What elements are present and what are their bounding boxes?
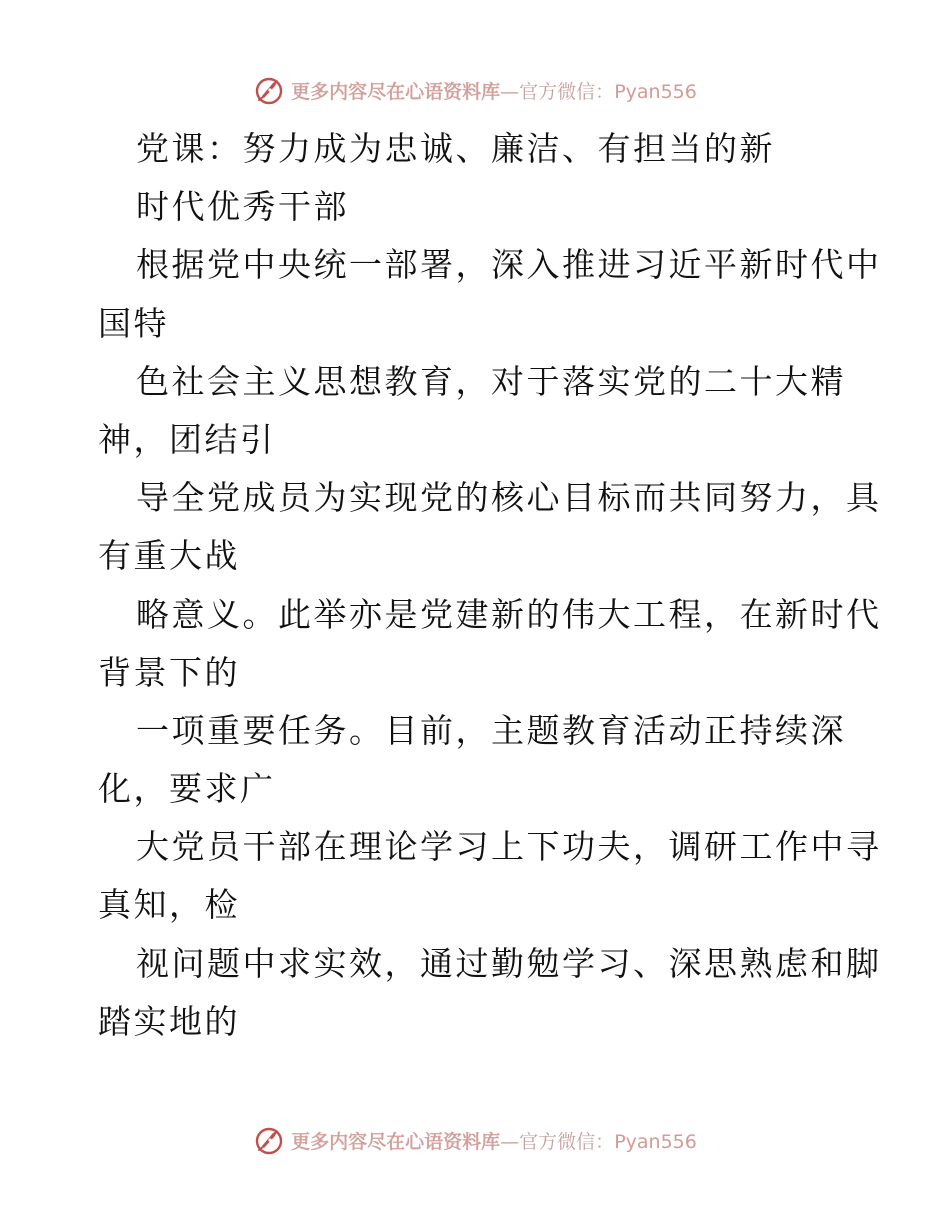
footer-wechat-id: Pyan556 bbox=[614, 1130, 697, 1153]
document-body bbox=[98, 120, 882, 1051]
paragraph-line: 根据党中央统一部署，深入推进习近平新时代中 bbox=[136, 245, 882, 285]
header-separator: — bbox=[500, 80, 520, 103]
paragraph-line: 真知，检 bbox=[98, 885, 240, 925]
footer-banner bbox=[0, 1120, 950, 1160]
footer-wechat-label: 官方微信： bbox=[519, 1130, 615, 1153]
pen-nib-logo-icon bbox=[253, 1124, 285, 1156]
header-wechat-id: Pyan556 bbox=[614, 80, 697, 103]
paragraph-line: 化，要求广 bbox=[98, 769, 276, 809]
paragraph-line: 导全党成员为实现党的核心目标而共同努力，具 bbox=[136, 478, 882, 518]
footer-site-text: 更多内容尽在心语资料库 bbox=[291, 1130, 501, 1153]
paragraph-line: 色社会主义思想教育，对于落实党的二十大精 bbox=[136, 361, 846, 401]
paragraph-line: 有重大战 bbox=[98, 536, 240, 576]
footer-banner-text bbox=[291, 1127, 697, 1154]
paragraph-line: 背景下的 bbox=[98, 652, 240, 692]
paragraph-line: 一项重要任务。目前，主题教育活动正持续深 bbox=[136, 710, 846, 750]
header-wechat-label: 官方微信： bbox=[519, 80, 615, 103]
paragraph-line: 踏实地的 bbox=[98, 1001, 240, 1041]
header-banner bbox=[0, 70, 950, 110]
header-banner-text bbox=[291, 77, 697, 104]
title-line-1: 党课：努力成为忠诚、廉洁、有担当的新 bbox=[136, 129, 775, 168]
paragraph-line: 大党员干部在理论学习上下功夫，调研工作中寻 bbox=[136, 827, 882, 867]
paragraph-line: 神，团结引 bbox=[98, 419, 276, 459]
footer-separator: — bbox=[500, 1130, 520, 1153]
pen-nib-logo-icon bbox=[253, 74, 285, 106]
paragraph-line: 国特 bbox=[98, 303, 169, 343]
title-line-2: 时代优秀干部 bbox=[136, 187, 349, 227]
paragraph-line: 略意义。此举亦是党建新的伟大工程，在新时代 bbox=[136, 594, 882, 634]
paragraph-line: 视问题中求实效，通过勤勉学习、深思熟虑和脚 bbox=[136, 943, 882, 983]
header-site-text: 更多内容尽在心语资料库 bbox=[291, 80, 501, 103]
